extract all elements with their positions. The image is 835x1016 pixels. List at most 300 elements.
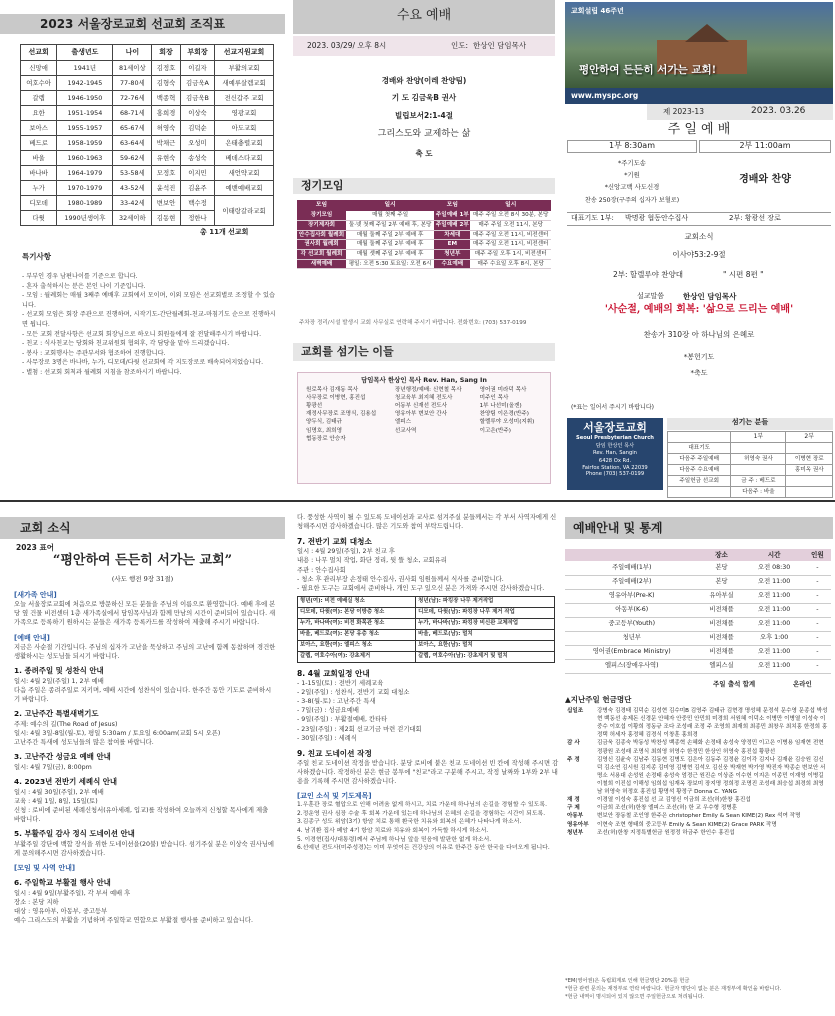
church-phone: Phone (703) 537-0199 xyxy=(585,471,645,478)
org-cell: 72-76세 xyxy=(113,91,152,106)
cleaning-cell: 디모데, 다윗(남): 파킹장 나무 제거 작업 xyxy=(416,607,555,618)
offering-row xyxy=(565,812,831,820)
s8-body: - 1-15일(토) : 전반기 세례교육 - 2일(주일) : 성찬식, 전반기 교회 대청소 - 3-8(월-토) : 고난주간 특새 - 7일(금) : 성금요예배 - 9일(주일) : 부활절예배, 칸타타 - 23일(주일) : 제2회 선교기금 마련 걷기대회 - 30일(주일) : 세례식 xyxy=(297,679,422,742)
meetings-cell: 매월 셋째 주일 2부 예배 후 xyxy=(346,250,434,260)
org-cell: 김윤주 xyxy=(180,181,214,196)
attendance-cell: 유아부실 xyxy=(699,589,745,603)
org-header: 출생년도 xyxy=(57,45,113,61)
sunday-choir: 2부: 할렐루야 찬양대 xyxy=(613,270,684,279)
servers-table xyxy=(667,431,833,498)
attendance-row xyxy=(565,589,831,603)
org-cell: 김금욱A xyxy=(180,76,214,91)
org-cell: 누가 xyxy=(21,181,57,196)
s10-body: 1.우훈관 장로 혈압으로 인해 어려움 없게 하시고, 치료 가운데 하나님의 손길을 경험할 수 있도록. 2.정운영 권사 심장 수술 후 회복 가운데 있는데 하나님의 은혜의 손길을 경험하는 시간이 되도록. 3.김종구 성도 위암(3기) 항암 치료 통해 환국한 치유와 회복의 은혜가 나타나게 하소서. 4. 남귀환 집사 페암 4기 항암 치료와 치유와 회복이 가득할 하시게 하소서. 5. 이경현(집사/대통령)께서 주님께 하나님 앞을 믿음에 발판한 없게 하소서. 6.선예년 전도사(미주성경)는 이미 무엇이든 건강상의 이유로 한주간 동안 한국을 다녀오게 됩니다. xyxy=(297,802,550,852)
org-cell: 오성미 xyxy=(180,136,214,151)
org-cell: 이태랑갈라교회 xyxy=(215,196,274,226)
staff-cell: 1부 나선미(올겐) xyxy=(479,403,522,410)
stats-panel xyxy=(565,513,833,1013)
org-table xyxy=(20,44,274,226)
sunday-hymn: 찬송 250장(구주의 십자가 보혈로) xyxy=(584,197,680,204)
meetings-header: 모임 xyxy=(434,200,470,211)
meetings-header: 모임 xyxy=(297,200,346,211)
staff-cell: 양두식, 김태규 xyxy=(306,419,342,426)
s10-head: [교인 소식 및 기도제목] xyxy=(297,792,372,801)
staff-row xyxy=(304,435,548,443)
attendance-row xyxy=(565,617,831,631)
news-section-head: 4. 2023년 전반기 세례식 안내 xyxy=(14,776,118,786)
servers-cell xyxy=(786,487,833,498)
servers-header xyxy=(668,432,731,443)
note-item: - 사무장로 3명은 바나바, 누가, 디모데/다윗 선교회에 각 지도장로로 배속되어지었습니다. xyxy=(22,359,264,367)
org-cell: 이상숙 xyxy=(180,106,214,121)
cleaning-cell: 형년(여): 비전 예배실 청소 xyxy=(298,596,416,607)
cleaning-row xyxy=(298,651,555,662)
news-section-body: 주제: 예수의 길(The Road of Jesus) 일시: 4월 3일-8일(월-토), 평일 5:30am / 토요일 6:00am(교회 5시 오픈) 고난주간 특새에 성도님들의 많은 참여를 바랍니다. xyxy=(14,720,221,746)
news-year: 2023 표어 xyxy=(16,543,54,552)
servers-header-row xyxy=(668,432,833,443)
s9-body: 주일 친교 도네이션 작정을 받습니다. 분당 로비에 붙은 친교 도네이션 빈 칸에 작성해 주시면 감사하겠습니다. 작정하신 분은 현금 봉투에 "친교"라고 구분해 주시고, 작정 날짜와 1부와 2부 내용을 기록해 주시면 감사하겠습니다. xyxy=(297,759,559,785)
org-row xyxy=(21,136,274,151)
news-panel xyxy=(0,513,285,1013)
offering-category: 감 사 xyxy=(567,740,580,747)
org-row xyxy=(21,61,274,76)
org-cell: 베드로 xyxy=(21,136,57,151)
meetings-cell: 각 선교회 월례회 xyxy=(297,250,346,260)
meetings-cell: 새벽예배 xyxy=(297,259,346,269)
org-cell: 정한나 xyxy=(180,211,214,226)
attendance-header: 시간 xyxy=(745,549,804,561)
meetings-cell: 매주 수요일 오후 8시, 본당 xyxy=(470,259,551,269)
org-cell: 은태충렬교회 xyxy=(215,136,274,151)
servers-row xyxy=(668,465,833,476)
staff-row xyxy=(304,427,548,435)
org-cell: 요한 xyxy=(21,106,57,121)
news-section-body: 일시: 4월 7일(금), 8:00pm xyxy=(14,763,92,771)
meetings-row xyxy=(297,230,551,240)
staff-cell: 영어권 미라덕 목사 xyxy=(479,387,527,393)
org-cell: 김덕순 xyxy=(180,121,214,136)
attendance-cell: 비전채플 xyxy=(699,631,745,645)
staff-cell: 엘피스 xyxy=(394,419,412,426)
servers-cell: 다음주 수요예배 xyxy=(668,465,731,476)
attendance-cell: 엘피스실 xyxy=(699,659,745,673)
staff-cell: 이고은(반주) xyxy=(479,427,511,434)
org-cell: 유현숙 xyxy=(152,151,181,166)
offering-category: 십일조 xyxy=(567,708,584,714)
offering-names: 조선(허)한창 지정특별헌금 원정정 하금주 한인수 홍진섭 xyxy=(597,829,735,836)
cleaning-cell: 누가, 바나바(여): 비전 화목관 청소 xyxy=(298,618,416,629)
attendance-cell: 오전 11:00 xyxy=(745,575,804,589)
attendance-row xyxy=(565,645,831,659)
org-cell: 송성숙 xyxy=(180,151,214,166)
org-cell: 다윗 xyxy=(21,211,57,226)
sunday-news: 교회소식 xyxy=(684,232,714,241)
attendance-cell: 오전 11:00 xyxy=(745,589,804,603)
cleaning-cell: 바울, 베드로(남): 멀치 xyxy=(416,629,555,640)
meetings-cell: 장기제자회 xyxy=(297,220,346,230)
org-cell: 아도교회 xyxy=(215,121,274,136)
org-cell: 1964-1979 xyxy=(57,166,113,181)
servers-row xyxy=(668,476,833,487)
servers-header: 1부 xyxy=(731,432,786,443)
news-title: 교회 소식 xyxy=(20,521,71,535)
attendance-cell: 청년부 xyxy=(565,631,699,645)
org-cell: 홍희경 xyxy=(152,106,181,121)
org-cell: 1951-1954 xyxy=(57,106,113,121)
staff-cell: 선교사역 xyxy=(394,427,417,434)
servers-cell xyxy=(786,443,833,454)
cleaning-row xyxy=(298,640,555,651)
sunday-reading: 이사야53:2-9절 xyxy=(672,250,726,259)
org-cell: 예밴예배교회 xyxy=(215,181,274,196)
servers-cell: 허영숙 권사 xyxy=(731,454,786,465)
news-section-head: [예배 안내] xyxy=(14,633,50,642)
meetings-cell: EM xyxy=(434,240,470,250)
cleaning-table xyxy=(297,596,555,663)
staff-row xyxy=(304,418,548,426)
org-cell: 65-67세 xyxy=(113,121,152,136)
news-section-head: [모임 및 사역 안내] xyxy=(14,864,76,873)
sunday-item: *기원 xyxy=(624,171,640,180)
offering-names: 이현숙 조현 형태희 중고등부 Emily & Sean KIME(2) Grace PARK 작명 xyxy=(597,821,777,828)
middle-panel xyxy=(293,0,555,492)
sunday-order-left xyxy=(567,157,697,194)
cleaning-cell: 청년(남): 파킹장 나무 제거작업 xyxy=(416,596,555,607)
org-cell: 허영숙 xyxy=(152,121,181,136)
offering-names: 김금욱 김종숙 박동성 박찬성 백종혁 손혜화 손정태 송성숙 양정민 이고은 이병용 임재현 전현 정광원 조성래 조명식 최희영 허영수 한정민 한상인 허영숙 홍진섭 황광선 xyxy=(597,740,824,755)
meetings-cell: 청년부 xyxy=(434,250,470,260)
org-title: 2023 서울장로교회 선교회 조직표 xyxy=(40,17,226,31)
offering-category: 재 정 xyxy=(567,797,580,804)
offering-row xyxy=(565,739,831,755)
notes-list xyxy=(22,272,277,378)
news-section-body: 일시: 4월 2일(주일) 1, 2부 예배 다음 주일은 종려주일로 지키며, 예배 시간에 성찬식이 있습니다. 한주간 동안 기도로 준비하시기 바랍니다. xyxy=(14,677,272,703)
org-cell: 68-71세 xyxy=(113,106,152,121)
attendance-cell: 본당 xyxy=(699,561,745,575)
meetings-row xyxy=(297,240,551,250)
news-section-head: 6. 주일학교 부활절 행사 안내 xyxy=(14,878,111,888)
notes-title: 특기사항 xyxy=(22,252,51,261)
org-cell: 갈렙 xyxy=(21,91,57,106)
attendance-cell: 오전 08:30 xyxy=(745,561,804,575)
total-label: 주일 출석 합계 xyxy=(713,680,756,688)
right-panel xyxy=(563,0,835,495)
sunday-end-item: *봉헌기도 xyxy=(683,353,715,361)
servers-cell: 이병현 장로 xyxy=(786,454,833,465)
sermon-label: 설교말씀 xyxy=(637,292,665,300)
org-cell: 디모데 xyxy=(21,196,57,211)
mid-intro: 다. 풍성한 사역이 될 수 있도록 도네이션과 교사로 섬겨주실 분들께서는 각 부서 사역자에게 신청해주시면 감사하겠습니다. 많은 기도와 참여 부탁드립니다. xyxy=(297,514,557,531)
sermon-title: '사순절, 예배의 회복: '삶으로 드리는 예배' xyxy=(604,304,794,315)
attendance-cell: 오전 11:00 xyxy=(745,617,804,631)
stats-title: 예배안내 및 통계 xyxy=(573,521,663,535)
news-section-body: 일시 : 4월 9일(부활주일), 각 부서 예배 후 장소 : 본당 지하 대상 : 영유아부, 아동부, 중고등부 예수 그리스도의 부활을 기념하며 주일학교 연합으로 부활절 행사를 준비하고 있습니다. xyxy=(14,890,253,925)
org-panel xyxy=(0,0,285,492)
servers-cell xyxy=(786,476,833,487)
org-cell: 53-58세 xyxy=(113,166,152,181)
servers-cell xyxy=(731,443,786,454)
meetings-cell: 주일예배 2부 xyxy=(434,220,470,230)
sunday-hymn2: 찬송가 310장 아 하나님의 은혜로 xyxy=(643,330,755,339)
church-pastor-eng: Rev. Han, Sangin xyxy=(593,449,637,456)
wednesday-item: 빌립보서2:1-4절 xyxy=(395,110,453,120)
sunday-choir-song: " 시편 8편 " xyxy=(723,270,764,279)
note-item: - 모든 교회 전달사항은 선교회 회장님으로 하오니 회원들에게 잘 전달해주시기 바랍니다. xyxy=(22,330,262,338)
attendance-header: 장소 xyxy=(699,549,745,561)
org-header: 나이 xyxy=(113,45,152,61)
church-name: 서울장로교회 xyxy=(583,421,647,434)
wednesday-item: 경배와 찬양(이레 찬양팀) xyxy=(381,76,467,85)
org-cell: 여호수아 xyxy=(21,76,57,91)
attendance-cell: - xyxy=(804,589,831,603)
sunday-ending xyxy=(565,349,833,381)
meetings-cell: 주일예배 1부 xyxy=(434,211,470,220)
attendance-cell: 주일예배(2부) xyxy=(565,575,699,589)
org-cell: 전신갑주 교회 xyxy=(215,91,274,106)
org-cell: 윤석진 xyxy=(152,181,181,196)
staff-cell: 사무장로 이병현, 홍진섭 xyxy=(306,395,366,402)
org-cell: 보아스 xyxy=(21,121,57,136)
total-value: 온라인 xyxy=(793,680,812,688)
news-section-body: 부활주일 강단에 백합 장식을 위한 도네이션을(20불) 받습니다. 섬기주실 분은 이상숙 권사님에게 문의해주시면 감사하겠습니다. xyxy=(14,840,275,858)
org-cell: 김동현 xyxy=(152,211,181,226)
org-cell: 33-42세 xyxy=(113,196,152,211)
note-item: - 친교 : 식사친교는 당회와 친교위원회 협의후, 각 담당을 맡아 드리겠습니다. xyxy=(22,340,230,348)
church-photo xyxy=(565,2,833,88)
org-cell: 1990년생이후 xyxy=(57,211,113,226)
meetings-cell: 장기모임 xyxy=(297,211,346,220)
org-row xyxy=(21,91,274,106)
org-cell: 바울 xyxy=(21,151,57,166)
org-cell: 1941년 xyxy=(57,61,113,76)
cleaning-row xyxy=(298,629,555,640)
attendance-cell: 영어권(Embrace Ministry) xyxy=(565,645,699,659)
attendance-row xyxy=(565,561,831,575)
meetings-row xyxy=(297,211,551,220)
attendance-cell: 오후 1:00 xyxy=(745,631,804,645)
cleaning-cell: 보아스, 요한(여): 엘피스 청소 xyxy=(298,640,416,651)
org-cell: 63-64세 xyxy=(113,136,152,151)
staff-row xyxy=(304,394,548,402)
org-header: 부회장 xyxy=(180,45,214,61)
org-cell: 1960-1963 xyxy=(57,151,113,166)
staff-cell: 미주인 목사 xyxy=(479,395,509,402)
offering-names: 이금희 조선(허)한창 엘피스 조선(허) 한 교 우수형 정병훈 xyxy=(597,805,738,812)
meetings-cell: 둘·넷 첫째 주일 2부 예배 후, 본당 xyxy=(346,220,434,230)
offering-title: ▲지난주일 헌금명단 xyxy=(565,695,632,704)
church-addr2: Fairfox Station, VA 22039 xyxy=(582,464,648,471)
org-cell: 변보안 xyxy=(152,196,181,211)
org-cell: 이길자 xyxy=(180,61,214,76)
note-item: - 별첨 : 선교회 회칙과 월례회 지침을 참조하시기 바랍니다. xyxy=(22,369,182,377)
offering-row xyxy=(565,804,831,812)
staff-cell: 재정사무장로 조명식, 김용섭 xyxy=(306,411,377,418)
org-cell: 신망애 xyxy=(21,61,57,76)
staff-cell: 찬양팀 이은경(반주) xyxy=(479,411,529,418)
news-section-head: 3. 고난주간 성금요 예배 안내 xyxy=(14,752,111,762)
attendance-table xyxy=(565,549,831,674)
offering-category: 구 제 xyxy=(567,805,580,812)
note-item: - 부부인 경우 남편나이를 기준으로 합니다. xyxy=(22,273,138,280)
stats-footnote: *헌금 내역이 명시되어 있지 않으면 주일헌금으로 처리됩니다. xyxy=(565,993,705,1000)
staff-cell: 할렐루야 오성미(지휘) xyxy=(479,419,535,426)
mid-news-panel xyxy=(297,513,559,1013)
attendance-row xyxy=(565,603,831,617)
offering-category: 주 정 xyxy=(567,756,580,763)
attendance-row xyxy=(565,659,831,673)
org-cell: 모정호 xyxy=(152,166,181,181)
cleaning-row xyxy=(298,596,555,607)
wednesday-item: 그리스도와 교제하는 삶 xyxy=(377,129,471,140)
attendance-header: 인원 xyxy=(804,549,831,561)
offering-names: 김영신 김윤숙 김남주 김동현 김병도 김은아 김동주 김정윤 김이각 김지나 김재윤 김승원 김신덕 김소연 김시원 김지종 김미영 김병현 김석오 김신웅 박재현 박가영 박진자 박종순 변보안 서명소 서용대 손성원 손정태 송성숙 엄정근 원진순 이상준 이수헌 이지은 이종민 이재영 이병길 이철희 이진섭 이해성 임희섭 임재옥 장보미 장지명 정희정 조명진 조성래 최승섭 최경희 최영남 허영숙 허정호 홍진섭 황명석 황정구 Donna C. YANG xyxy=(597,756,826,796)
offering-category: 영유아부 xyxy=(567,821,589,828)
staff-cell: 황광선 xyxy=(306,403,323,410)
news-section-body: 지금은 사순절 기간입니다. 주님의 십자가 고난을 묵상하고 주님의 고난에 함께 동참하며 경건한 생활하시는 성도님들 되시기 바랍니다. xyxy=(14,643,276,660)
org-cell: 새언약교회 xyxy=(215,166,274,181)
meetings-cell: 수요예배 xyxy=(434,259,470,269)
org-cell: 바나바 xyxy=(21,166,57,181)
s8-head: 8. 4월 교회일정 안내 xyxy=(297,668,370,678)
meetings-cell: 매월 둘째 주일 2부 예배 후 xyxy=(346,230,434,240)
org-cell: 새예루살렘교회 xyxy=(215,76,274,91)
offering-category: 아동부 xyxy=(567,813,584,820)
offering-row xyxy=(565,796,831,804)
attendance-cell: 엘피스(장애우사역) xyxy=(565,659,699,673)
attendance-cell: - xyxy=(804,603,831,617)
news-section-head: 5. 부활주일 감사 정식 도네이션 안내 xyxy=(14,829,135,839)
attendance-cell: - xyxy=(804,645,831,659)
meetings-table xyxy=(297,200,551,269)
org-cell: 77-80세 xyxy=(113,76,152,91)
meetings-cell: 평일: 오전 5:30 토요일: 오전 6시 xyxy=(346,259,434,269)
meetings-title: 정기모임 xyxy=(301,179,344,192)
org-cell: 이지민 xyxy=(180,166,214,181)
org-row xyxy=(21,76,274,91)
meetings-cell: 매주 주일 오전 11시, 비전센터 xyxy=(470,240,551,250)
news-motto-ref: (사도 행전 9장 31절) xyxy=(111,575,174,583)
meetings-row xyxy=(297,220,551,230)
church-eng: Seoul Presbyterian Church xyxy=(575,434,654,441)
attendance-cell: 주일예배(1부) xyxy=(565,561,699,575)
servers-cell: 주일헌금 선교회 xyxy=(668,476,731,487)
offering-row xyxy=(565,829,831,837)
org-cell: 김금욱B xyxy=(180,91,214,106)
prayer-first: 박명광 협동안수집사 xyxy=(625,214,689,222)
servers-cell: 다음주 : 바울 xyxy=(731,487,786,498)
wednesday-title: 수요 예배 xyxy=(396,8,452,23)
attendance-cell: 본당 xyxy=(699,575,745,589)
note-item: - 혼자 출석하시는 분은 본인 나이 기준입니다. xyxy=(22,282,146,290)
offering-table xyxy=(565,707,831,837)
page-divider xyxy=(0,500,835,502)
servers-cell xyxy=(668,487,731,498)
org-cell: 부활의교회 xyxy=(215,61,274,76)
cleaning-cell: 누가, 바나바(남): 파킹장 비신완 교체작업 xyxy=(416,618,555,629)
staff-table xyxy=(304,386,548,443)
servers-cell: 대표기도 xyxy=(668,443,731,454)
servers-cell: 금 주 : 베드로 xyxy=(731,476,786,487)
meetings-cell: 권사회 월례회 xyxy=(297,240,346,250)
org-row xyxy=(21,151,274,166)
staff-row xyxy=(304,410,548,418)
org-cell: 1946-1950 xyxy=(57,91,113,106)
attendance-cell: 오전 11:00 xyxy=(745,659,804,673)
note-item: - 선교회 모임은 회장 주관으로 진행하며, 시작기도-간단월례회-친교-마침기도 순으로 진행하시면 됩니다. xyxy=(22,311,276,329)
prayer-label: 대표기도 1부: xyxy=(571,214,614,222)
attendance-cell: - xyxy=(804,631,831,645)
attendance-cell: - xyxy=(804,561,831,575)
cleaning-row xyxy=(298,618,555,629)
attendance-cell: 오전 11:00 xyxy=(745,603,804,617)
prayer-second: 2부: 황광선 장로 xyxy=(729,214,781,222)
stats-footnote: *EM(영어권)은 독립회계로 인해 헌금명단 20%를 헌금 xyxy=(565,978,690,984)
servers-title: 섬기는 분들 xyxy=(667,418,833,430)
sunday-first: 1부 8:30am xyxy=(567,140,697,153)
org-header: 선교회 xyxy=(21,45,57,61)
org-cell: 백수정 xyxy=(180,196,214,211)
meetings-row xyxy=(297,259,551,269)
meetings-header: 일시 xyxy=(346,200,434,211)
attendance-cell: 중고등부(Youth) xyxy=(565,617,699,631)
meetings-cell: 매주 주일 오전 11시, 비전센터 xyxy=(470,230,551,240)
meetings-cell: 차세대 xyxy=(434,230,470,240)
sunday-praise: 경배와 찬양 xyxy=(739,174,791,185)
staff-cell: 영유아부 변보안 간사 xyxy=(394,411,448,418)
org-cell: 32세이하 xyxy=(113,211,152,226)
meetings-cell: 매주 주일 오전 11시, 본당 xyxy=(470,220,551,230)
attendance-cell: 아동부(K-6) xyxy=(565,603,699,617)
org-cell: 1958-1959 xyxy=(57,136,113,151)
staff-cell: 어동부 신재선 전도사 xyxy=(394,403,448,410)
cleaning-cell: 갈렙, 여호수아(여): 강초제거 xyxy=(298,651,416,662)
banner-url[interactable]: www.myspc.org xyxy=(571,91,639,100)
org-total: 총 11개 선교회 xyxy=(200,228,249,236)
attendance-header xyxy=(565,549,699,561)
offering-row xyxy=(565,756,831,797)
wednesday-leader-label: 인도: xyxy=(451,41,469,50)
s9-head: 9. 친교 도네이션 작정 xyxy=(297,748,372,758)
note-item: - 봉사 : 교회행사는 주관부서와 협조하여 진행합니다. xyxy=(22,349,166,357)
staff-cell: 청교육부 최지혜 전도사 xyxy=(394,395,453,402)
wednesday-item: 기 도 김금욱B 권사 xyxy=(391,93,457,103)
wednesday-leader: 한상인 담임목사 xyxy=(473,41,527,50)
sermon-preacher: 한상인 담임목사 xyxy=(683,292,737,301)
org-cell: 59-62세 xyxy=(113,151,152,166)
attendance-cell: - xyxy=(804,659,831,673)
wednesday-order xyxy=(293,68,555,167)
staff-cell xyxy=(393,435,478,443)
org-header: 회장 xyxy=(152,45,181,61)
org-cell: 1970-1979 xyxy=(57,181,113,196)
meetings-row xyxy=(297,250,551,260)
offering-category: 청년부 xyxy=(567,829,584,836)
church-pastor: 담임 한상인 목사 xyxy=(595,443,635,450)
stats-footnotes xyxy=(565,978,831,1001)
meetings-footnote: 주차장 정리/시설 발생시 교회 사무실로 연락해 주시기 바랍니다. 전화번호: (703) 537-0199 xyxy=(299,320,527,326)
sunday-footnote: (*표는 일어서 주시기 바랍니다) xyxy=(571,404,654,411)
sunday-end-item: *축도 xyxy=(690,369,708,378)
staff-box xyxy=(297,372,551,484)
staff-title: 교회를 섬기는 이들 xyxy=(301,345,394,358)
sunday-item: *신앙고백 사도신경 xyxy=(604,183,660,192)
org-cell: 김형숙 xyxy=(152,76,181,91)
staff-head: 담임목사 한상인 목사 Rev. Han, Sang In xyxy=(361,376,487,384)
meetings-cell: 안수집사회 월례회 xyxy=(297,230,346,240)
banner-since: 교회설립 46주년 xyxy=(571,7,624,15)
church-addr1: 6428 Ox Rd. xyxy=(598,458,632,465)
attendance-cell: 영유아부(Pre-K) xyxy=(565,589,699,603)
